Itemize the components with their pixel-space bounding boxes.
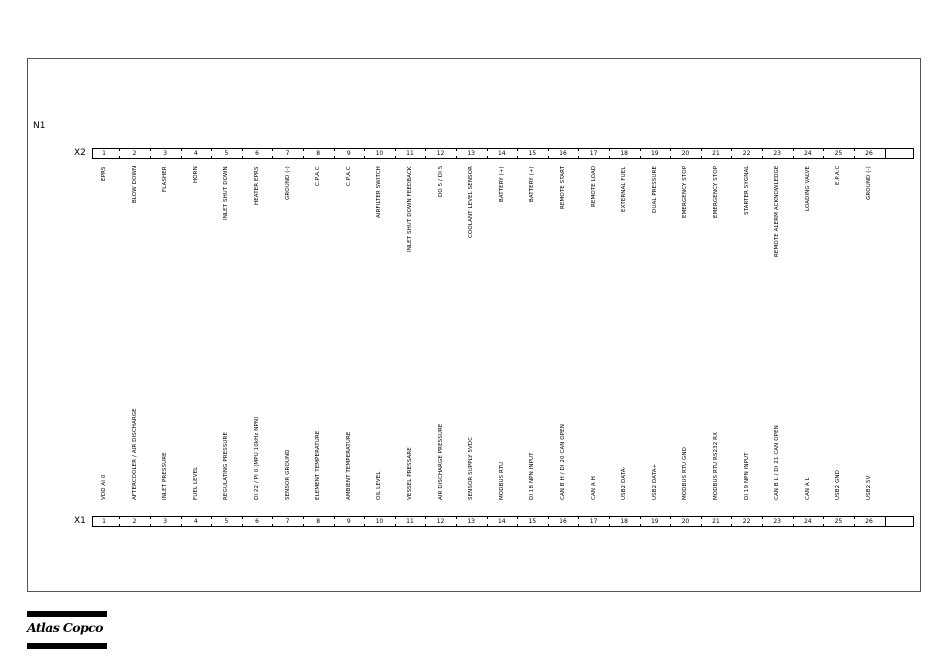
pin-divider-tick (211, 524, 212, 527)
x1-signal-label: MODBUS RTU RS232 RX (713, 432, 719, 500)
pin-divider-tick (762, 148, 763, 151)
x2-signal-label: REMOTE ALERM ACKNOWLEDGE (774, 166, 781, 258)
x1-signal-label: USB2 GND (835, 470, 842, 500)
x1-signal-label: AMBIENT TEMPERATURE (345, 431, 352, 500)
pin-divider-tick (578, 156, 579, 159)
x1-signal-label: REGULATING PRESSURE (223, 431, 230, 500)
pin-divider-tick (670, 524, 671, 527)
pin-divider-tick (731, 524, 732, 527)
x2-pin-number: 13 (467, 150, 475, 157)
pin-divider-tick (640, 516, 641, 519)
pin-divider-tick (701, 516, 702, 519)
pin-divider-tick (762, 516, 763, 519)
pin-divider-tick (211, 156, 212, 159)
x2-label: X2 (74, 148, 86, 158)
x2-pin-number: 25 (834, 150, 843, 157)
x1-signal-label: DI 18 NPN INPUT (529, 452, 536, 500)
pin-divider-tick (150, 524, 151, 527)
pin-divider-tick (303, 156, 304, 159)
pin-divider-tick (487, 148, 488, 151)
x1-pin-number: 3 (163, 518, 168, 525)
x2-pin-number: 17 (589, 150, 598, 157)
x2-signal-label: HEATER EPRS (254, 166, 260, 205)
pin-divider-tick (823, 516, 824, 519)
x2-pin-number: 4 (193, 150, 198, 157)
x1-signal-label: DI 19 NPN INPUT (743, 452, 750, 500)
x2-signal-label: COOLANT LEVEL SENSOR (468, 166, 475, 238)
x2-pin-number: 16 (559, 150, 567, 157)
x2-pin-number: 6 (255, 150, 259, 157)
pin-divider-tick (334, 156, 335, 159)
pin-divider-tick (119, 148, 120, 151)
x1-pin-number: 11 (406, 518, 414, 525)
pin-divider-tick (731, 516, 732, 519)
pin-divider-tick (731, 156, 732, 159)
pin-divider-tick (517, 516, 518, 519)
pin-divider-tick (303, 516, 304, 519)
x1-pin-numbers (92, 516, 886, 527)
pin-divider-tick (701, 148, 702, 151)
x2-signal-label: GROUND (-) (866, 166, 872, 200)
pin-divider-tick (242, 148, 243, 151)
x1-pin-number: 14 (497, 518, 506, 525)
x1-pin-number: 19 (650, 518, 659, 525)
x1-pin-number: 10 (375, 518, 384, 525)
x1-pin-number: 24 (803, 518, 812, 525)
pin-divider-tick (272, 524, 273, 527)
pin-divider-tick (854, 516, 855, 519)
x2-signal-label: LOADING VALVE (804, 166, 811, 212)
x1-pin-number: 7 (285, 518, 290, 525)
x1-signal-label: CAN A L (804, 477, 811, 500)
x2-signal-label: FLASHER (162, 166, 169, 192)
pin-divider-tick (150, 516, 151, 519)
pin-divider-tick (578, 516, 579, 519)
x1-signal-label: AFTERCOOLER / AIR DISCHARGE (131, 408, 138, 500)
pin-divider-tick (395, 516, 396, 519)
x2-pin-number: 15 (528, 150, 537, 157)
x2-pin-number: 7 (285, 150, 290, 157)
x2-pin-numbers (92, 148, 886, 159)
logo-text: Atlas Copco (27, 620, 103, 635)
x2-signal-label: AIRFILTER SWITCH (376, 166, 383, 218)
pin-divider-tick (272, 516, 273, 519)
x2-pin-number: 18 (620, 150, 628, 157)
pin-divider-tick (487, 516, 488, 519)
pin-divider-tick (670, 516, 671, 519)
x1-pin-number: 9 (346, 518, 351, 525)
x1-signal-label: ELEMENT TEMPERATURE (315, 430, 322, 500)
pin-divider-tick (517, 156, 518, 159)
pin-divider-tick (181, 148, 182, 151)
pin-divider-tick (517, 148, 518, 151)
pin-divider-tick (854, 524, 855, 527)
x2-pin-number: 9 (346, 150, 351, 157)
x1-pin-number: 15 (528, 518, 537, 525)
x2-signal-label: BLOW DOWN (131, 166, 138, 204)
pin-divider-tick (548, 524, 549, 527)
x1-pin-number: 1 (102, 518, 106, 525)
x2-signal-label: REMOTE LOAD (590, 166, 597, 208)
pin-divider-tick (701, 524, 702, 527)
x2-pin-number: 20 (681, 150, 690, 157)
x1-pin-number: 20 (681, 518, 690, 525)
pin-divider-tick (150, 148, 151, 151)
x2-signal-label: C.P.A.C (315, 166, 322, 186)
x1-pin-number: 21 (712, 518, 720, 525)
pin-divider-tick (425, 156, 426, 159)
pin-divider-tick (364, 148, 365, 151)
pin-divider-tick (334, 516, 335, 519)
x2-signal-label: EMERGENCY STOP (713, 166, 719, 219)
pin-divider-tick (854, 148, 855, 151)
pin-divider-tick (731, 148, 732, 151)
pin-divider-tick (548, 156, 549, 159)
x2-signal-label: EPRS (101, 166, 107, 181)
x2-pin-number: 24 (803, 150, 812, 157)
x1-signal-label: CAN B L / DI 21 CAN OPEN (774, 425, 781, 500)
x1-signal-label: USB2 DATA+ (651, 463, 658, 500)
x2-signal-label: INLET SHUT DOWN (223, 166, 230, 220)
pin-divider-tick (548, 148, 549, 151)
x1-pin-number: 12 (436, 518, 445, 525)
x1-pin-number: 25 (834, 518, 843, 525)
pin-divider-tick (609, 156, 610, 159)
pin-divider-tick (793, 156, 794, 159)
x2-pin-number: 1 (102, 150, 106, 157)
x1-signal-label: CAN B H / DI 20 CAN OPEN (560, 424, 566, 500)
x2-signal-label: EMERGENCY STOP (682, 166, 689, 219)
x2-pin-number: 11 (406, 150, 414, 157)
x2-signal-label: DUAL PRESSURE (651, 166, 658, 214)
pin-divider-tick (364, 156, 365, 159)
pin-divider-tick (395, 148, 396, 151)
pin-divider-tick (334, 524, 335, 527)
pin-divider-tick (211, 516, 212, 519)
pin-divider-tick (272, 156, 273, 159)
pin-divider-tick (823, 148, 824, 151)
pin-divider-tick (578, 524, 579, 527)
x2-signal-label: DO 5 / DI 5 (437, 166, 444, 198)
pin-divider-tick (487, 156, 488, 159)
x2-pin-number: 2 (132, 150, 137, 157)
x2-pin-number: 19 (650, 150, 659, 157)
pin-divider-tick (762, 156, 763, 159)
x1-signal-label: USB2 DATA- (621, 466, 628, 500)
x1-pin-number: 5 (224, 518, 229, 525)
x1-strip-end (885, 516, 914, 527)
x1-signal-label: MODBUS RTU GND (682, 447, 689, 500)
x1-pin-number: 17 (589, 518, 598, 525)
pin-divider-tick (119, 156, 120, 159)
x1-label: X1 (74, 516, 86, 526)
pin-divider-tick (670, 156, 671, 159)
pin-divider-tick (609, 524, 610, 527)
pin-divider-tick (395, 524, 396, 527)
x1-signal-label: SENSOR SUPPLY 5VDC (468, 436, 475, 500)
x1-pin-number: 8 (316, 518, 321, 525)
pin-divider-tick (211, 148, 212, 151)
x1-signal-label: DI 22 / PI 0 (MPU 10kHz NPN) (254, 416, 260, 500)
pin-divider-tick (823, 524, 824, 527)
x2-signal-label: STARTER SYGNAL (743, 166, 750, 216)
x2-signal-label: INLET SHUT DOWN FEEDBACK (407, 166, 413, 252)
pin-divider-tick (425, 516, 426, 519)
pin-divider-tick (242, 156, 243, 159)
pin-divider-tick (272, 148, 273, 151)
pin-divider-tick (119, 516, 120, 519)
pin-divider-tick (793, 524, 794, 527)
pin-divider-tick (701, 156, 702, 159)
pin-divider-tick (640, 148, 641, 151)
x2-signal-label: REMOTE START (560, 166, 566, 210)
x1-pin-number: 26 (865, 518, 873, 525)
x2-pin-number: 14 (497, 150, 506, 157)
x2-signal-label: GROUND (-) (284, 166, 291, 200)
pin-divider-tick (517, 524, 518, 527)
pin-divider-tick (303, 148, 304, 151)
pin-divider-tick (456, 156, 457, 159)
x1-pin-number: 6 (255, 518, 259, 525)
x1-pin-number: 13 (467, 518, 475, 525)
logo-top-bar (27, 611, 107, 617)
pin-divider-tick (181, 524, 182, 527)
x1-signal-label: CAN A H (590, 476, 597, 500)
x1-signal-label: VDD AI 0 (101, 474, 107, 500)
pin-divider-tick (548, 516, 549, 519)
pin-divider-tick (395, 156, 396, 159)
x1-signal-label: VESSEL PRESSARE (407, 447, 413, 500)
x2-signal-label: BATTERY (+) (498, 166, 505, 202)
pin-divider-tick (854, 156, 855, 159)
pin-divider-tick (793, 516, 794, 519)
x2-pin-number: 23 (773, 150, 781, 157)
logo-bottom-bar (27, 643, 107, 649)
x2-strip-end (885, 148, 914, 159)
pin-divider-tick (670, 148, 671, 151)
pin-divider-tick (487, 524, 488, 527)
pin-divider-tick (181, 516, 182, 519)
x2-pin-number: 3 (163, 150, 168, 157)
x1-pin-number: 4 (193, 518, 198, 525)
device-label: N1 (33, 121, 46, 131)
pin-divider-tick (609, 516, 610, 519)
pin-divider-tick (456, 524, 457, 527)
pin-divider-tick (242, 516, 243, 519)
pin-divider-tick (150, 156, 151, 159)
pin-divider-tick (640, 524, 641, 527)
pin-divider-tick (334, 148, 335, 151)
atlas-copco-logo (27, 609, 107, 649)
x1-signal-label: USB2 5V (866, 475, 872, 500)
pin-divider-tick (181, 156, 182, 159)
x2-pin-number: 21 (712, 150, 720, 157)
x2-signal-label: E.P.A.C (835, 166, 842, 186)
pin-divider-tick (425, 524, 426, 527)
pin-divider-tick (762, 524, 763, 527)
x2-pin-number: 10 (375, 150, 384, 157)
x2-signal-label: EXTERNAL FUEL (621, 166, 628, 212)
pin-divider-tick (242, 524, 243, 527)
pin-divider-tick (609, 148, 610, 151)
pin-divider-tick (119, 524, 120, 527)
x2-pin-number: 22 (742, 150, 751, 157)
pin-divider-tick (303, 524, 304, 527)
pin-divider-tick (364, 516, 365, 519)
x1-signal-label: AIR DISCHARGE PRESSURE (437, 423, 444, 500)
pin-divider-tick (823, 156, 824, 159)
x2-signal-label: BATTERY (+) (529, 166, 536, 202)
pin-divider-tick (456, 516, 457, 519)
x1-pin-number: 23 (773, 518, 781, 525)
x1-signal-label: OIL LEVEL (376, 471, 383, 500)
drawing-frame (27, 58, 921, 592)
x2-pin-number: 8 (316, 150, 321, 157)
x1-pin-number: 2 (132, 518, 137, 525)
pin-divider-tick (456, 148, 457, 151)
x2-signal-label: C.P.A.C (345, 166, 352, 186)
x1-signal-label: FUEL LEVEL (192, 466, 199, 500)
x1-signal-label: INLET PRESSURE (162, 452, 169, 500)
x1-pin-number: 18 (620, 518, 628, 525)
pin-divider-tick (640, 156, 641, 159)
x2-signal-label: HORN (192, 166, 199, 183)
x2-pin-number: 5 (224, 150, 229, 157)
x1-signal-label: SENSOR GROUND (284, 449, 291, 500)
pin-divider-tick (425, 148, 426, 151)
pin-divider-tick (578, 148, 579, 151)
x2-pin-number: 12 (436, 150, 445, 157)
pin-divider-tick (793, 148, 794, 151)
pin-divider-tick (364, 524, 365, 527)
x1-pin-number: 22 (742, 518, 751, 525)
x1-signal-label: MODBUS RTU (498, 461, 505, 500)
x2-pin-number: 26 (865, 150, 873, 157)
x1-pin-number: 16 (559, 518, 567, 525)
